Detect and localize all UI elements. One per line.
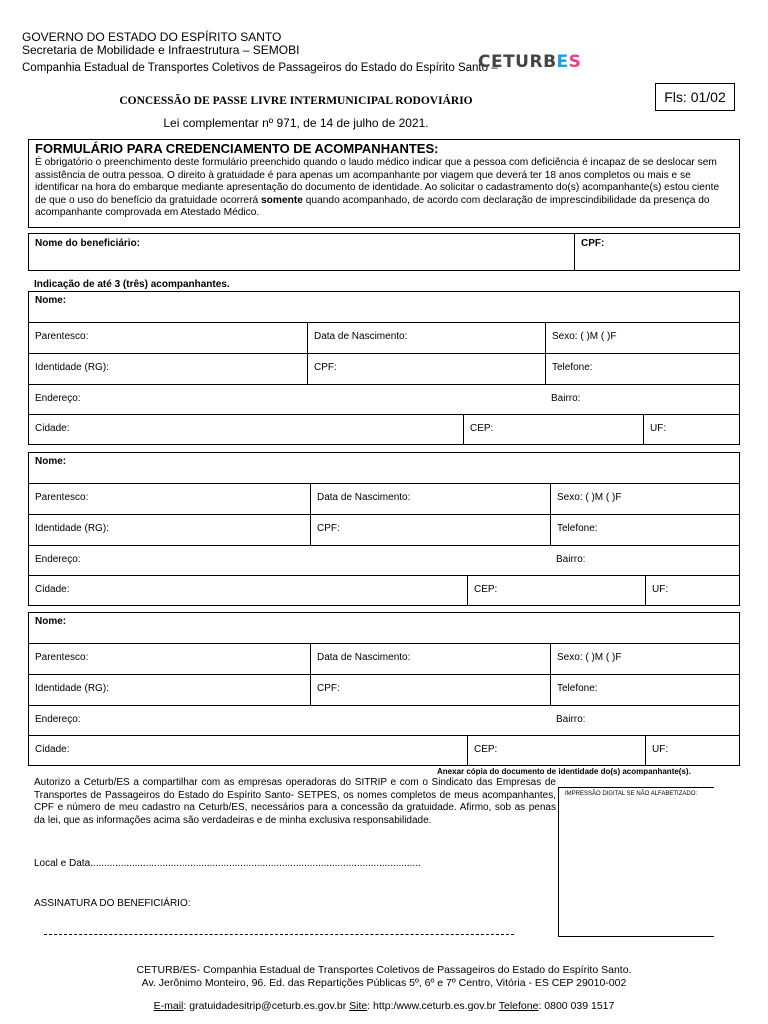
companion-cpf-field[interactable]: CPF:: [310, 515, 550, 545]
companion-district-field[interactable]: Bairro:: [556, 554, 586, 565]
annex-note: Anexar cópia do documento de identidade do(s) acompanhante(s).: [437, 767, 691, 776]
company-header: Companhia Estadual de Transportes Coletivos de Passageiros do Estado do Espírito Santo –: [22, 62, 498, 74]
footer-phone: : 0800 039 1517: [538, 1000, 615, 1012]
footer-address: Av. Jerônimo Monteiro, 96. Ed. das Repartições Públicas 5º, 6º e 7º Centro, Vitória - ES CEP 29010-002: [141, 977, 627, 989]
companion-cep-field[interactable]: CEP:: [463, 415, 643, 445]
gov-header: GOVERNO DO ESTADO DO ESPÍRITO SANTO: [22, 30, 282, 44]
companion-relationship-field[interactable]: Parentesco:: [35, 652, 89, 663]
beneficiary-cpf-field[interactable]: CPF:: [574, 234, 739, 270]
companions-intro: Indicação de até 3 (três) acompanhantes.: [34, 279, 230, 290]
footer-contacts: [0, 1000, 768, 1012]
beneficiary-name-field[interactable]: Nome do beneficiário:: [35, 238, 141, 249]
companion-city-field[interactable]: Cidade:: [35, 423, 70, 434]
logo-ceturb-text: CETURB: [478, 52, 557, 72]
companion-group-1: [28, 291, 740, 445]
beneficiary-box: [28, 233, 740, 271]
companion-sex-field[interactable]: Sexo: ( )M ( )F: [550, 484, 739, 514]
companion-city-field[interactable]: Cidade:: [35, 584, 70, 595]
companion-phone-field[interactable]: Telefone:: [545, 354, 739, 384]
companion-group-3: [28, 612, 740, 766]
footer-email[interactable]: : gratuidadesitrip@ceturb.es.gov.br: [183, 1000, 350, 1012]
companion-birthdate-field[interactable]: Data de Nascimento:: [310, 644, 550, 674]
companion-sex-field[interactable]: Sexo: ( )M ( )F: [550, 644, 739, 674]
companion-address-field[interactable]: Endereço:: [35, 393, 81, 404]
footer-phone-label: Telefone: [498, 1000, 539, 1012]
companion-relationship-field[interactable]: Parentesco:: [35, 492, 89, 503]
signature-line[interactable]: [44, 934, 514, 935]
local-date-field[interactable]: Local e Data.......................................................................................................................: [34, 858, 421, 869]
companion-uf-field[interactable]: UF:: [645, 576, 739, 606]
companion-cpf-field[interactable]: CPF:: [307, 354, 545, 384]
footer-company: CETURB/ES- Companhia Estadual de Transportes Coletivos de Passageiros do Estado do Espírito Santo.: [136, 964, 632, 976]
footer-site-label: Site: [349, 1000, 368, 1012]
logo-s-letter: S: [568, 52, 582, 72]
companion-rg-field[interactable]: Identidade (RG):: [35, 683, 109, 694]
authorization-text: Autorizo a Ceturb/ES a compartilhar com as empresas operadoras do SITRIP e com o Sindicato das Empresas de Transportes de Passageiros do Estado do Espírito Santo- SETPES, os nomes completos de meus acompanhantes, CPF e número de meu cadastro na Ceturb/ES, necessários para a concessão da gratuidade. Afirmo, sob as penas da lei, que as informações acima são verdadeiras e de minha exclusiva responsabilidade.: [34, 777, 556, 826]
companion-city-field[interactable]: Cidade:: [35, 744, 70, 755]
document-title: CONCESSÃO DE PASSE LIVRE INTERMUNICIPAL RODOVIÁRIO: [119, 95, 473, 107]
signature-label: ASSINATURA DO BENEFICIÁRIO:: [34, 898, 191, 909]
fingerprint-box[interactable]: [558, 787, 714, 937]
companion-relationship-field[interactable]: Parentesco:: [35, 331, 89, 342]
companion-birthdate-field[interactable]: Data de Nascimento:: [307, 323, 545, 353]
ceturb-logo: [478, 52, 581, 72]
logo-e-letter: E: [556, 52, 569, 72]
instructions-heading: FORMULÁRIO PARA CREDENCIAMENTO DE ACOMPANHANTES:: [35, 141, 439, 156]
companion-cep-field[interactable]: CEP:: [467, 576, 645, 606]
companion-rg-field[interactable]: Identidade (RG):: [35, 523, 109, 534]
secretariat-header: Secretaria de Mobilidade e Infraestrutura – SEMOBI: [22, 43, 300, 57]
instructions-text: É obrigatório o preenchimento deste formulário preenchido quando o laudo médico indicar que a pessoa com deficiência é incapaz de se deslocar sem assistência de outra pessoa. O direito à gratuidade é para apenas um acompanhante por viagem que deverá ter 18 anos completos ou mais e se identificar na hora do embarque mediante apresentação do documento de identidade. Ao solicitar o cadastramento do(s) acompanhante(s) estou ciente de que o uso do benefício da gratuidade ocorrerá somente quando acompanhado, de acordo com declaração de imprescindibilidade da presença do acompanhante comprovada em Atestado Médico.: [35, 157, 720, 219]
companion-address-field[interactable]: Endereço:: [35, 554, 81, 565]
companion-rg-field[interactable]: Identidade (RG):: [35, 362, 109, 373]
document-subtitle: Lei complementar nº 971, de 14 de julho de 2021.: [163, 116, 429, 130]
companion-district-field[interactable]: Bairro:: [551, 393, 581, 404]
fingerprint-label: IMPRESSÃO DIGITAL SE NÃO ALFABETIZADO:: [565, 791, 698, 797]
footer-email-label: E-mail: [153, 1000, 184, 1012]
page-number-box: Fls: 01/02: [655, 83, 735, 111]
companion-address-field[interactable]: Endereço:: [35, 714, 81, 725]
companion-phone-field[interactable]: Telefone:: [550, 675, 739, 705]
companion-uf-field[interactable]: UF:: [643, 415, 739, 445]
companion-cep-field[interactable]: CEP:: [467, 736, 645, 766]
companion-name-field[interactable]: Nome:: [35, 295, 67, 306]
companion-name-field[interactable]: Nome:: [35, 456, 67, 467]
instructions-box: [28, 139, 740, 228]
companion-birthdate-field[interactable]: Data de Nascimento:: [310, 484, 550, 514]
companion-uf-field[interactable]: UF:: [645, 736, 739, 766]
companion-district-field[interactable]: Bairro:: [556, 714, 586, 725]
companion-group-2: [28, 452, 740, 606]
companion-name-field[interactable]: Nome:: [35, 616, 67, 627]
footer-site[interactable]: : http:/www.ceturb.es.gov.br: [367, 1000, 499, 1012]
companion-cpf-field[interactable]: CPF:: [310, 675, 550, 705]
companion-phone-field[interactable]: Telefone:: [550, 515, 739, 545]
companion-sex-field[interactable]: Sexo: ( )M ( )F: [545, 323, 739, 353]
